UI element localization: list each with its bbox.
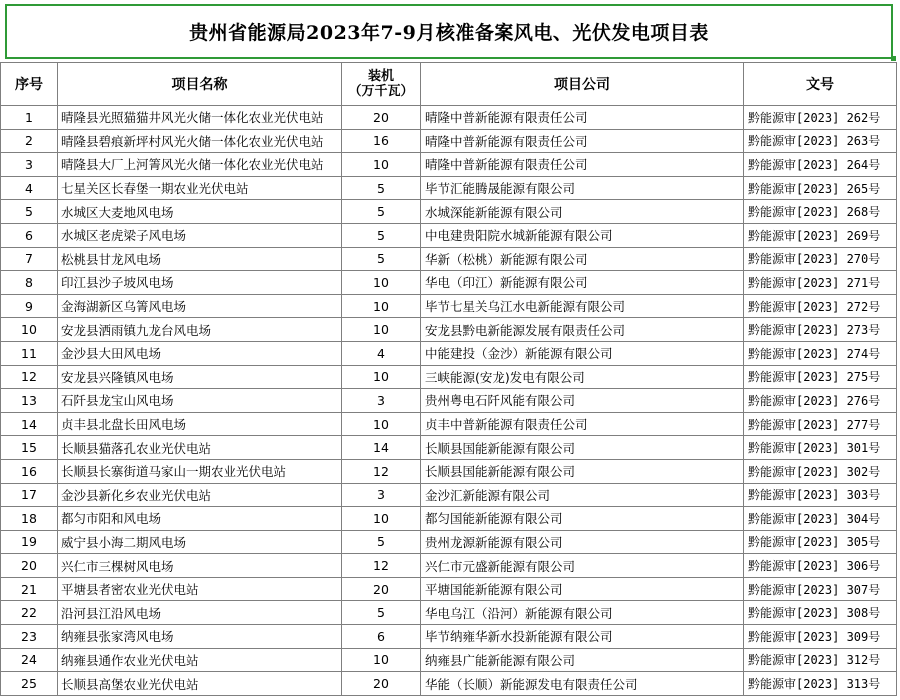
cell-doc[interactable]: 黔能源审[2023] 309号	[744, 625, 897, 649]
table-row	[1, 483, 897, 507]
cell-doc[interactable]: 黔能源审[2023] 269号	[744, 223, 897, 247]
table-row	[1, 389, 897, 413]
cell-capacity[interactable]: 12	[342, 554, 421, 578]
cell-company[interactable]: 晴隆中普新能源有限责任公司	[421, 129, 744, 153]
cell-name[interactable]: 威宁县小海二期风电场	[58, 530, 342, 554]
cell-doc[interactable]: 黔能源审[2023] 312号	[744, 648, 897, 672]
cell-capacity[interactable]: 10	[342, 271, 421, 295]
cell-index[interactable]: 4	[1, 176, 58, 200]
cell-company[interactable]: 毕节纳雍华新水投新能源有限公司	[421, 625, 744, 649]
cell-index[interactable]: 19	[1, 530, 58, 554]
cell-company[interactable]: 毕节汇能腾晟能源有限公司	[421, 176, 744, 200]
cell-index[interactable]: 25	[1, 672, 58, 696]
cell-doc[interactable]: 黔能源审[2023] 272号	[744, 294, 897, 318]
cell-company[interactable]: 贞丰中普新能源有限责任公司	[421, 412, 744, 436]
cell-index[interactable]: 22	[1, 601, 58, 625]
cell-name[interactable]: 长顺县猫落孔农业光伏电站	[58, 436, 342, 460]
cell-capacity[interactable]: 12	[342, 459, 421, 483]
cell-capacity[interactable]: 20	[342, 577, 421, 601]
cell-doc[interactable]: 黔能源审[2023] 303号	[744, 483, 897, 507]
header-index[interactable]: 序号	[1, 63, 58, 106]
cell-company[interactable]: 安龙县黔电新能源发展有限责任公司	[421, 318, 744, 342]
cell-capacity[interactable]: 20	[342, 672, 421, 696]
cell-company[interactable]: 平塘国能新能源有限公司	[421, 577, 744, 601]
header-capacity-line1: 装机	[367, 69, 394, 84]
cell-capacity[interactable]: 5	[342, 176, 421, 200]
cell-company[interactable]: 晴隆中普新能源有限责任公司	[421, 153, 744, 177]
cell-doc[interactable]: 黔能源审[2023] 308号	[744, 601, 897, 625]
table-row	[1, 601, 897, 625]
cell-capacity[interactable]: 16	[342, 129, 421, 153]
cell-company[interactable]: 毕节七星关乌江水电新能源有限公司	[421, 294, 744, 318]
cell-capacity[interactable]: 5	[342, 223, 421, 247]
cell-company[interactable]: 长顺县国能新能源有限公司	[421, 436, 744, 460]
cell-name[interactable]: 水城区老虎梁子风电场	[58, 223, 342, 247]
cell-name[interactable]: 金海湖新区乌箐风电场	[58, 294, 342, 318]
table-row	[1, 247, 897, 271]
cell-capacity[interactable]: 10	[342, 153, 421, 177]
cell-doc[interactable]: 黔能源审[2023] 270号	[744, 247, 897, 271]
cell-capacity[interactable]: 4	[342, 341, 421, 365]
cell-capacity[interactable]: 14	[342, 436, 421, 460]
cell-name[interactable]: 安龙县洒雨镇九龙台风电场	[58, 318, 342, 342]
table-row	[1, 176, 897, 200]
cell-doc[interactable]: 黔能源审[2023] 271号	[744, 271, 897, 295]
cell-company[interactable]: 兴仁市元盛新能源有限公司	[421, 554, 744, 578]
cell-index[interactable]: 13	[1, 389, 58, 413]
cell-company[interactable]: 华电乌江（沿河）新能源有限公司	[421, 601, 744, 625]
cell-name[interactable]: 长顺县长寨街道马家山一期农业光伏电站	[58, 459, 342, 483]
header-capacity-line2: （万千瓦）	[348, 84, 414, 99]
cell-index[interactable]: 10	[1, 318, 58, 342]
table-row	[1, 341, 897, 365]
cell-index[interactable]: 8	[1, 271, 58, 295]
cell-name[interactable]: 兴仁市三棵树风电场	[58, 554, 342, 578]
cell-name[interactable]: 晴隆县大厂上河箐风光火储一体化农业光伏电站	[58, 153, 342, 177]
cell-name[interactable]: 印江县沙子坡风电场	[58, 271, 342, 295]
cell-doc[interactable]: 黔能源审[2023] 268号	[744, 200, 897, 224]
cell-company[interactable]: 晴隆中普新能源有限责任公司	[421, 106, 744, 130]
cell-name[interactable]: 沿河县江沿风电场	[58, 601, 342, 625]
cell-index[interactable]: 14	[1, 412, 58, 436]
cell-capacity[interactable]: 3	[342, 389, 421, 413]
cell-name[interactable]: 金沙县新化乡农业光伏电站	[58, 483, 342, 507]
cell-doc[interactable]: 黔能源审[2023] 301号	[744, 436, 897, 460]
cell-index[interactable]: 1	[1, 106, 58, 130]
cell-company[interactable]: 长顺县国能新能源有限公司	[421, 459, 744, 483]
cell-company[interactable]: 中能建投（金沙）新能源有限公司	[421, 341, 744, 365]
cell-capacity[interactable]: 20	[342, 106, 421, 130]
cell-name[interactable]: 水城区大麦地风电场	[58, 200, 342, 224]
cell-doc[interactable]: 黔能源审[2023] 274号	[744, 341, 897, 365]
cell-index[interactable]: 3	[1, 153, 58, 177]
header-row	[1, 63, 897, 106]
cell-company[interactable]: 金沙汇新能源有限公司	[421, 483, 744, 507]
cell-index[interactable]: 24	[1, 648, 58, 672]
cell-index[interactable]: 18	[1, 507, 58, 531]
table-row	[1, 672, 897, 696]
cell-doc[interactable]: 黔能源审[2023] 275号	[744, 365, 897, 389]
cell-company[interactable]: 华新（松桃）新能源有限公司	[421, 247, 744, 271]
cell-capacity[interactable]: 10	[342, 412, 421, 436]
table-row	[1, 530, 897, 554]
title-cell[interactable]	[5, 4, 893, 59]
cell-name[interactable]: 晴隆县光照猫猫井风光火储一体化农业光伏电站	[58, 106, 342, 130]
cell-doc[interactable]: 黔能源审[2023] 313号	[744, 672, 897, 696]
cell-capacity[interactable]: 6	[342, 625, 421, 649]
table-row	[1, 554, 897, 578]
header-company[interactable]: 项目公司	[421, 63, 744, 106]
header-doc[interactable]: 文号	[744, 63, 897, 106]
cell-name[interactable]: 纳雍县张家湾风电场	[58, 625, 342, 649]
header-capacity[interactable]	[342, 63, 421, 106]
table-row	[1, 318, 897, 342]
cell-name[interactable]: 石阡县龙宝山风电场	[58, 389, 342, 413]
cell-name[interactable]: 长顺县高堡农业光伏电站	[58, 672, 342, 696]
selection-handle[interactable]	[891, 56, 896, 61]
table-row	[1, 577, 897, 601]
cell-company[interactable]: 贵州龙源新能源有限公司	[421, 530, 744, 554]
cell-name[interactable]: 安龙县兴隆镇风电场	[58, 365, 342, 389]
cell-doc[interactable]: 黔能源审[2023] 273号	[744, 318, 897, 342]
cell-capacity[interactable]: 10	[342, 648, 421, 672]
cell-index[interactable]: 12	[1, 365, 58, 389]
cell-name[interactable]: 纳雍县通作农业光伏电站	[58, 648, 342, 672]
table-row	[1, 436, 897, 460]
table-row	[1, 106, 897, 130]
cell-index[interactable]: 5	[1, 200, 58, 224]
table-row	[1, 129, 897, 153]
table-row	[1, 271, 897, 295]
cell-capacity[interactable]: 5	[342, 601, 421, 625]
cell-index[interactable]: 7	[1, 247, 58, 271]
cell-doc[interactable]: 黔能源审[2023] 265号	[744, 176, 897, 200]
cell-name[interactable]: 晴隆县碧痕新坪村风光火储一体化农业光伏电站	[58, 129, 342, 153]
cell-company[interactable]: 水城深能新能源有限公司	[421, 200, 744, 224]
table-row	[1, 412, 897, 436]
cell-name[interactable]: 七星关区长春堡一期农业光伏电站	[58, 176, 342, 200]
cell-index[interactable]: 15	[1, 436, 58, 460]
cell-doc[interactable]: 黔能源审[2023] 302号	[744, 459, 897, 483]
cell-doc[interactable]: 黔能源审[2023] 264号	[744, 153, 897, 177]
cell-company[interactable]: 三峡能源(安龙)发电有限公司	[421, 365, 744, 389]
cell-name[interactable]: 都匀市阳和风电场	[58, 507, 342, 531]
cell-company[interactable]: 都匀国能新能源有限公司	[421, 507, 744, 531]
table-row	[1, 294, 897, 318]
cell-index[interactable]: 17	[1, 483, 58, 507]
cell-doc[interactable]: 黔能源审[2023] 304号	[744, 507, 897, 531]
cell-company[interactable]: 华能（长顺）新能源发电有限责任公司	[421, 672, 744, 696]
cell-name[interactable]: 松桃县甘龙风电场	[58, 247, 342, 271]
cell-capacity[interactable]: 5	[342, 200, 421, 224]
cell-doc[interactable]: 黔能源审[2023] 277号	[744, 412, 897, 436]
cell-capacity[interactable]: 3	[342, 483, 421, 507]
cell-company[interactable]: 华电（印江）新能源有限公司	[421, 271, 744, 295]
table-row	[1, 625, 897, 649]
header-name[interactable]: 项目名称	[58, 63, 342, 106]
page-title: 贵州省能源局2023年7-9月核准备案风电、光伏发电项目表	[189, 22, 709, 44]
cell-name[interactable]: 金沙县大田风电场	[58, 341, 342, 365]
table-row	[1, 507, 897, 531]
cell-index[interactable]: 6	[1, 223, 58, 247]
cell-doc[interactable]: 黔能源审[2023] 262号	[744, 106, 897, 130]
cell-index[interactable]: 2	[1, 129, 58, 153]
cell-doc[interactable]: 黔能源审[2023] 276号	[744, 389, 897, 413]
cell-name[interactable]: 贞丰县北盘长田风电场	[58, 412, 342, 436]
cell-capacity[interactable]: 5	[342, 530, 421, 554]
cell-capacity[interactable]: 10	[342, 507, 421, 531]
cell-doc[interactable]: 黔能源审[2023] 307号	[744, 577, 897, 601]
cell-index[interactable]: 21	[1, 577, 58, 601]
cell-capacity[interactable]: 10	[342, 318, 421, 342]
cell-index[interactable]: 23	[1, 625, 58, 649]
cell-index[interactable]: 20	[1, 554, 58, 578]
table-row	[1, 459, 897, 483]
cell-company[interactable]: 纳雍县广能新能源有限公司	[421, 648, 744, 672]
cell-index[interactable]: 16	[1, 459, 58, 483]
table-row	[1, 200, 897, 224]
cell-company[interactable]: 贵州粤电石阡风能有限公司	[421, 389, 744, 413]
cell-capacity[interactable]: 10	[342, 365, 421, 389]
table-row	[1, 153, 897, 177]
table-row	[1, 365, 897, 389]
table-row	[1, 223, 897, 247]
cell-doc[interactable]: 黔能源审[2023] 305号	[744, 530, 897, 554]
cell-index[interactable]: 11	[1, 341, 58, 365]
table-row	[1, 648, 897, 672]
cell-capacity[interactable]: 10	[342, 294, 421, 318]
cell-doc[interactable]: 黔能源审[2023] 306号	[744, 554, 897, 578]
cell-company[interactable]: 中电建贵阳院水城新能源有限公司	[421, 223, 744, 247]
cell-doc[interactable]: 黔能源审[2023] 263号	[744, 129, 897, 153]
cell-index[interactable]: 9	[1, 294, 58, 318]
cell-name[interactable]: 平塘县者密农业光伏电站	[58, 577, 342, 601]
cell-capacity[interactable]: 5	[342, 247, 421, 271]
project-table	[0, 62, 897, 696]
